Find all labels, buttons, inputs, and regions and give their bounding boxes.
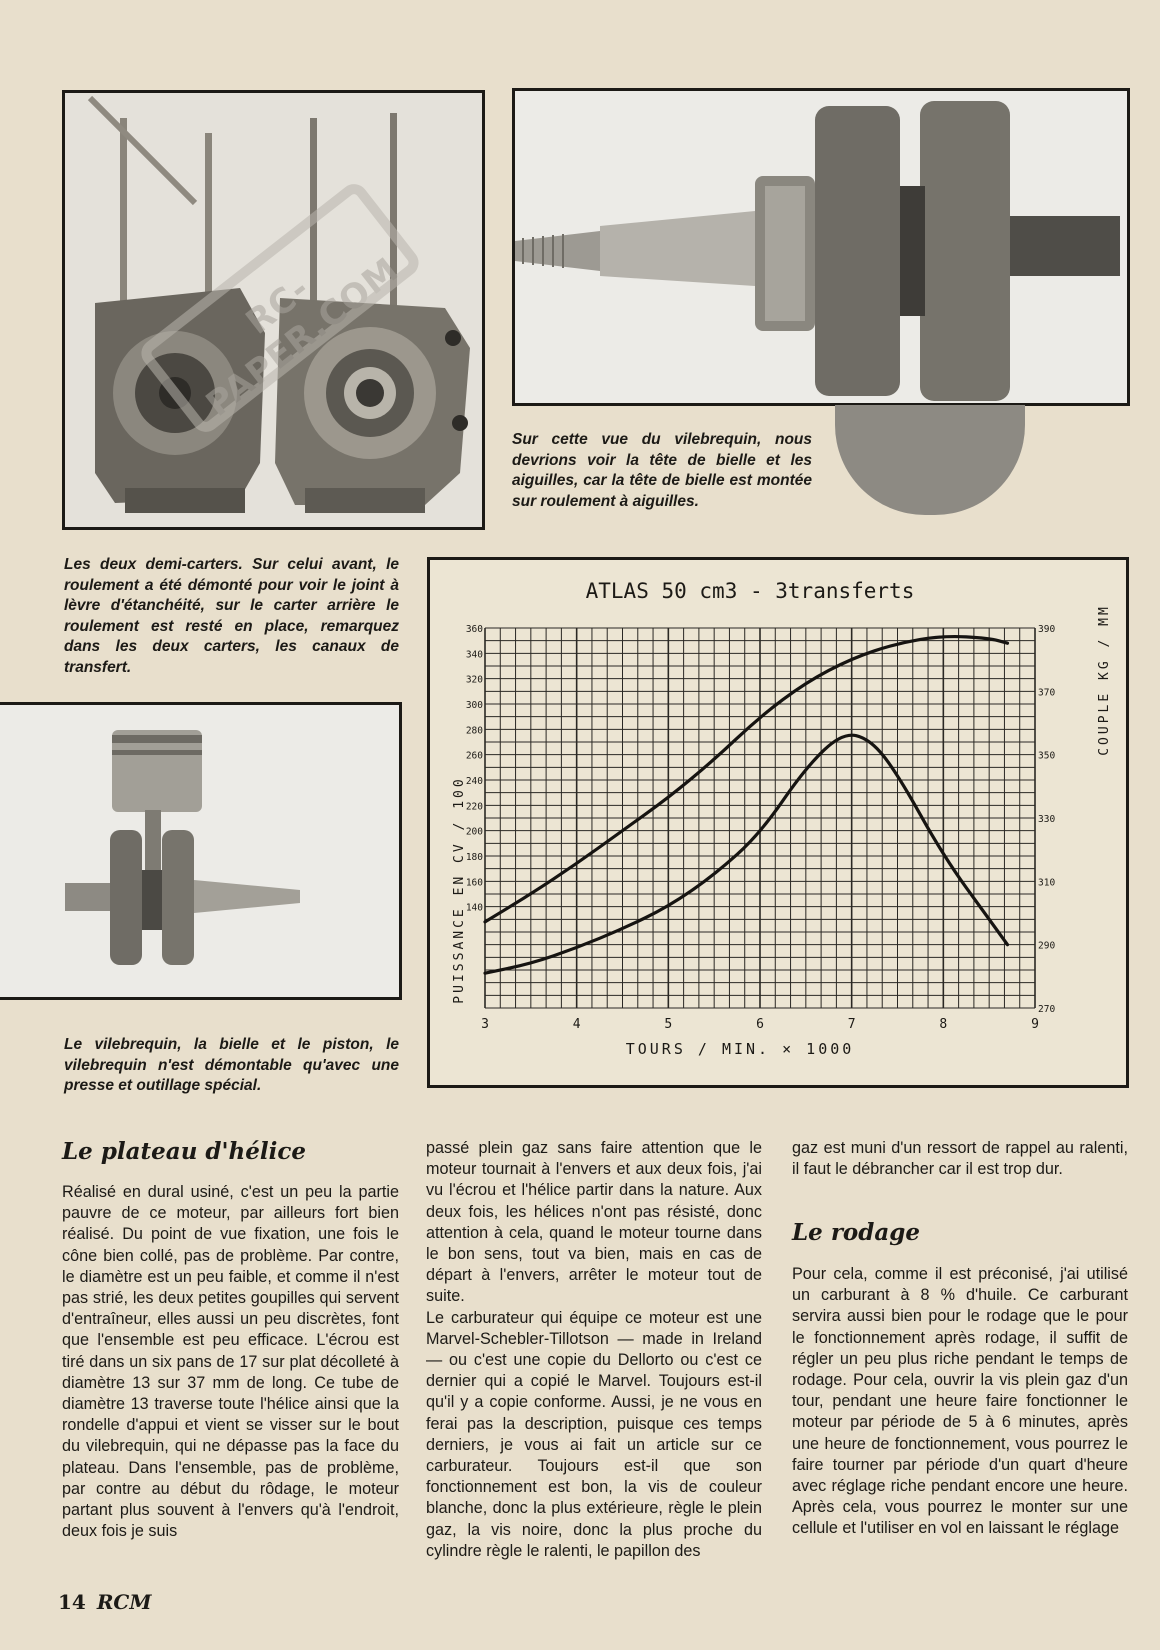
x-tick-label: 5 <box>664 1017 673 1032</box>
y-left-tick-label: 320 <box>465 674 483 686</box>
text-column-3b <box>792 1264 1128 1540</box>
y-axis-left-label: PUISSANCE EN CV / 100 <box>452 776 467 1004</box>
y-right-tick-label: 350 <box>1038 750 1056 762</box>
x-tick-label: 6 <box>756 1017 764 1032</box>
power-curve <box>485 637 1008 922</box>
power-torque-chart <box>430 560 1126 1085</box>
text-column-3 <box>792 1138 1128 1180</box>
photo-crankshaft <box>512 88 1130 406</box>
piston-illustration <box>0 705 399 997</box>
caption-crankcases: Les deux demi-carters. Sur celui avant, le roulement a été démonté pour voir le joint à lèvre d'étanchéité, sur le carter arrière le roulement est resté en place, remarquez dans les deux carters, les canaux de transfert. <box>64 556 399 676</box>
x-tick-label: 4 <box>572 1017 581 1032</box>
x-axis-label: TOURS / MIN. × 1000 <box>625 1040 855 1058</box>
y-left-tick-label: 200 <box>465 826 483 838</box>
paragraph-col1: Réalisé en dural usiné, c'est un peu la partie pauvre de ce moteur, par ailleurs fort bien réalisé. Du point de vue fixation, une fois le cône bien collé, pas de problème. Par contre, le diamètre est un peu faible, et comme il n'est pas strié, les deux petites goupilles qui servent d'entraîneur, elles aussi un peu discrètes, font que l'ensemble est peu efficace. L'écrou est tiré dans un six pans de 17 sur plat décolleté à diamètre 13 sur 37 mm de long. Ce tube de diamètre 13 traverse toute l'hélice ainsi que la rondelle d'appui et vient se visser sur le bout du vilebrequin, qui ne dépasse pas la face du plateau. Dans l'ensemble, pas de problème, par contre au début du rôdage, le moteur partant plus souvent à l'envers qu'à l'endroit, deux fois je suis <box>62 1183 399 1541</box>
page-number: 14 <box>58 1590 86 1614</box>
y-left-tick-label: 300 <box>465 700 483 711</box>
y-right-tick-label: 270 <box>1038 1004 1056 1015</box>
chart-frame <box>427 557 1129 1088</box>
y-left-tick-label: 280 <box>465 725 483 737</box>
y-right-tick-label: 290 <box>1038 940 1056 952</box>
watermark-text: RC-PAPER.COM <box>198 249 407 425</box>
y-left-tick-label: 160 <box>465 877 483 889</box>
y-left-tick-label: 180 <box>465 852 483 863</box>
y-left-tick-label: 260 <box>465 750 483 762</box>
caption-piston: Le vilebrequin, la bielle et le piston, le vilebrequin n'est démontable qu'avec une presse et outillage spécial. <box>64 1036 399 1094</box>
photo-crankcases <box>62 90 485 530</box>
page-footer <box>58 1590 152 1614</box>
caption-crankshaft: Sur cette vue du vilebrequin, nous devrions voir la tête de bielle et les aiguilles, car la tête de bielle est montée sur roulement à aiguilles. <box>512 431 812 510</box>
x-tick-label: 7 <box>847 1017 856 1032</box>
x-tick-label: 8 <box>939 1017 948 1032</box>
y-left-tick-label: 220 <box>465 801 483 813</box>
y-right-tick-labels <box>1038 624 1055 1015</box>
y-left-tick-label: 340 <box>465 649 483 661</box>
photo-piston <box>0 702 402 1000</box>
y-right-tick-label: 310 <box>1038 877 1056 889</box>
paragraph-col2b: Le carburateur qui équipe ce moteur est une Marvel-Schebler-Tillotson — made in Ireland — ou c'est une copie du Dellorto ou c'est ce dernier qui a copié le Marvel. Toujours est-il qu'il y a copie conforme. Aussi, je ne vous en ferai pas la description, puisque ces temps derniers, je vous ai fait un article sur ce carburateur. Toujours est-il que son fonctionnement est bon, la vis de couleur blanche, donc la plus extérieure, règle le plein gaz, la vis noire, donc la plus proche du cylindre règle le ralenti, le papillon des <box>426 1308 762 1560</box>
y-left-tick-labels <box>466 624 483 914</box>
paragraph-col2a: passé plein gaz sans faire attention que le moteur tournait à l'envers et aux deux fois, j'ai vu l'écrou et l'hélice partir dans la nature. Aux deux fois, les hélices n'ont pas résisté, donc attention à cela, quand le moteur tourne dans le bon sens, tout va bien, mais en cas de départ à l'envers, arrêter le moteur tout de suite. <box>426 1139 762 1306</box>
text-column-1 <box>62 1182 399 1542</box>
chart-title: ATLAS 50 cm3 - 3transferts <box>585 579 915 603</box>
paragraph-col3b: Pour cela, comme il est préconisé, j'ai utilisé un carburant à 8 % d'huile. Ce carburant servira aussi bien pour le rodage que le pour le fonctionnement après rodage, il suffit de régler un peu plus riche pendant le temps de rodage. Pour cela, ouvrir la vis plein gaz d'un tour, pendant une heure faire fonctionner le moteur par période de 5 à 6 minutes, après une heure de fonctionnement, vous pourrez le faire tourner par période d'un quart d'heure avec réglage riche pendant encore une heure. Après cela, vous pourrez le monter sur une cellule et l'utiliser en vol en laissant le réglage <box>792 1265 1128 1538</box>
x-tick-label: 9 <box>1031 1017 1039 1032</box>
photo-crankshaft-overflow <box>835 405 1025 515</box>
paragraph-col3a: gaz est muni d'un ressort de rappel au ralenti, il faut le débrancher car il est trop dur. <box>792 1139 1128 1179</box>
torque-curve <box>485 735 1008 973</box>
text-column-2 <box>426 1138 762 1562</box>
y-left-tick-label: 360 <box>465 624 483 635</box>
magazine-name: RCM <box>96 1590 152 1614</box>
y-right-tick-label: 330 <box>1038 814 1056 825</box>
section-heading-rodage: Le rodage <box>792 1219 920 1246</box>
x-tick-label: 3 <box>481 1017 489 1032</box>
y-right-tick-label: 390 <box>1038 624 1056 635</box>
y-right-tick-label: 370 <box>1038 687 1056 699</box>
x-tick-labels <box>481 1017 1039 1032</box>
crankshaft-illustration <box>515 91 1127 403</box>
y-left-tick-label: 140 <box>465 902 483 914</box>
y-axis-right-label: COUPLE KG / MM <box>1097 604 1112 756</box>
section-heading-plateau: Le plateau d'hélice <box>62 1138 307 1165</box>
y-left-tick-label: 240 <box>465 776 483 787</box>
